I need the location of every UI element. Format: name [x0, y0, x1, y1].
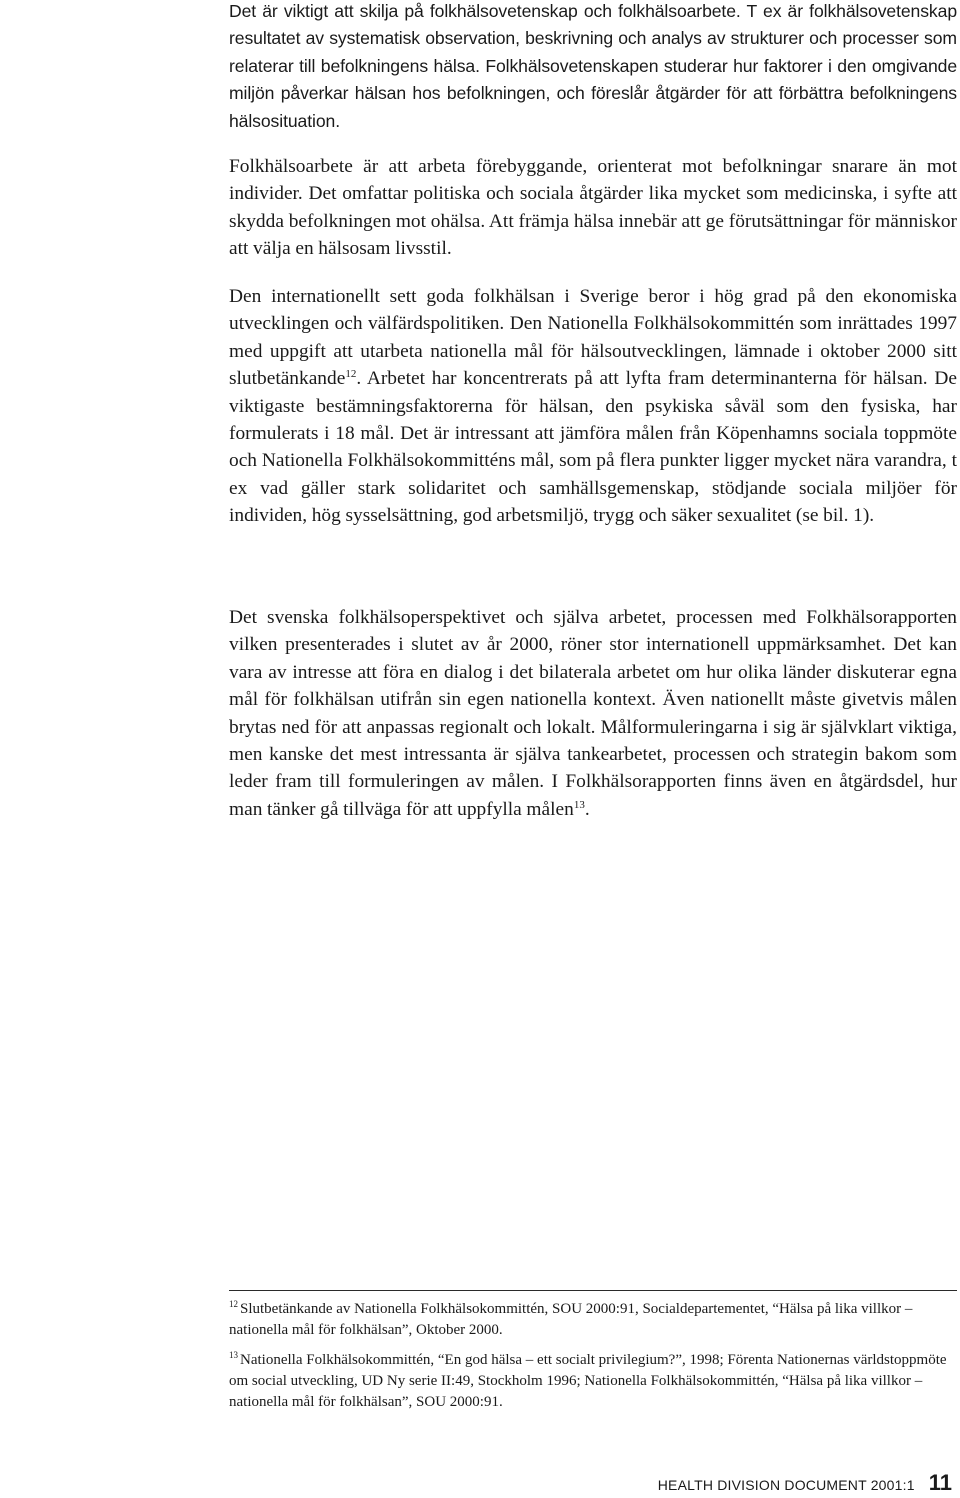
- paragraph-1: Det är viktigt att skilja på folkhälsovetenskap och folkhälsoarbete. T ex är folkhälsovetenskap resultatet av systematisk observation, beskrivning och analys av strukturer och processer som relaterar till befolkningens hälsa. Folkhälsovetenskapen studerar hur faktorer i den omgivande miljön påverkar hälsan hos befolkningen, och föreslår åtgärder för att förbättra befolkningens hälsosituation.: [229, 1, 957, 131]
- footnote-number: 12: [229, 1299, 238, 1309]
- footnote-divider: [229, 1290, 957, 1291]
- footnote-ref-13[interactable]: 13: [573, 798, 585, 811]
- paragraph-4: [229, 604, 957, 823]
- footnote-ref-12[interactable]: 12: [345, 368, 357, 381]
- paragraph-3: [229, 283, 957, 530]
- page-number: 11: [928, 1470, 952, 1495]
- footnote-number: 13: [229, 1350, 238, 1360]
- footnote-text: Slutbetänkande av Nationella Folkhälsokommittén, SOU 2000:91, Socialdepartementet, “Hälsa på lika villkor – nationella mål för folkhälsan”, Oktober 2000.: [229, 1301, 913, 1338]
- paragraph-3-text-b: . Arbetet har koncentrerats på att lyfta fram determinanterna för hälsan. De viktigaste bestämningsfaktorerna för hälsan, den psykiska såväl som den fysiska, har formulerats i 18 mål. Det är intressant att jämföra målen från Köpenhamns sociala toppmöte och Nationella Folkhälsokommitténs mål, som på flera punkter ligger mycket nära varandra, t ex vad gäller stark solidaritet och samhällsgemenskap, stödjande sociala miljöer för individen, hög sysselsättning, god arbetsmiljö, trygg och säker sexualitet (se bil. 1).: [229, 368, 957, 527]
- paragraph-4-text-b: .: [584, 798, 590, 820]
- page-footer: [658, 1470, 952, 1496]
- footnote-13: [229, 1350, 957, 1413]
- paragraph-4-text-a: Det svenska folkhälsoperspektivet och själva arbetet, processen med Folkhälsorapporten vilken presenterades i slutet av år 2000, röner stor internationell uppmärksamhet. Det kan vara av intresse att föra en dialog i det bilaterala arbetet om hur olika länder diskuterar egna mål för folkhälsan utifrån sin egen nationella kontext. Även nationellt måste givetvis målen brytas ned för att anpassas regionalt och lokalt. Målformuleringarna i sig är självklart viktiga, men kanske det mest intressanta är själva tankearbetet, processen och strategin bakom som leder fram till formuleringen av målen. I Folkhälsorapporten finns även en åtgärdsdel, hur man tänker gå tillväga för att uppfylla målen: [229, 607, 957, 820]
- footnotes: [229, 1299, 957, 1422]
- paragraph-3-text-a: Den internationellt sett goda folkhälsan i Sverige beror i hög grad på den ekonomiska utvecklingen och välfärdspolitiken. Den Nationella Folkhälsokommittén som inrättades 1997 med uppgift att utarbeta nationella mål för hälsoutvecklingen, lämnade i oktober 2000 sitt slutbetänkande: [229, 286, 957, 390]
- document-title: HEALTH DIVISION DOCUMENT 2001:1: [657, 1477, 915, 1493]
- paragraph-2: Folkhälsoarbete är att arbeta förebyggande, orienterat mot befolkningar snarare än mot individer. Det omfattar politiska och sociala åtgärder lika mycket som medicinska, i syfte att skydda befolkningen mot ohälsa. Att främja hälsa innebär att ge förutsättningar för människor att välja en hälsosam livsstil.: [229, 156, 957, 260]
- footnote-text: Nationella Folkhälsokommittén, “En god hälsa – ett socialt privilegium?”, 1998; Förenta Nationernas världstoppmöte om social utveckling, UD Ny serie II:49, Stockholm 1996; Nationella Folkhälsokommittén, “Hälsa på lika villkor – nationella mål för folkhälsan”, SOU 2000:91.: [229, 1352, 947, 1410]
- footnote-12: [229, 1299, 957, 1341]
